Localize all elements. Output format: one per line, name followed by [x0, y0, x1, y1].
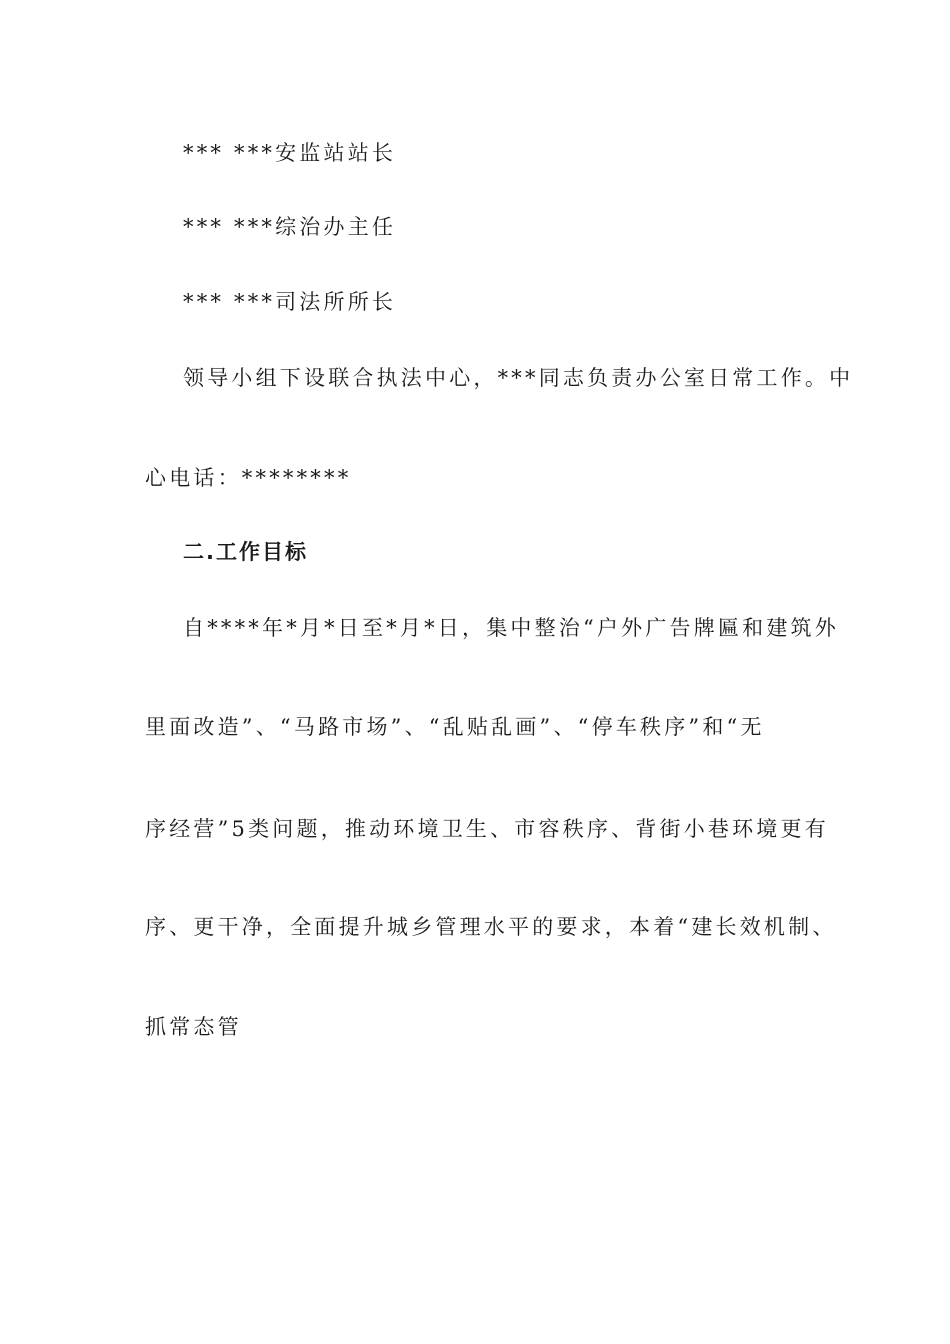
goal-paragraph-line-5: 抓常态管	[145, 1015, 242, 1039]
member-title: ***司法所所长	[234, 290, 397, 314]
goal-paragraph-line-3: 序经营”5类问题，推动环境卫生、市容秩序、背街小巷环境更有	[145, 817, 829, 841]
member-name: ***	[183, 290, 225, 314]
member-row	[183, 213, 396, 241]
goal-paragraph-line-1: 自****年*月*日至*月*日，集中整治“户外广告牌匾和建筑外	[183, 616, 839, 640]
member-title: ***综治办主任	[234, 215, 397, 239]
section-heading: 二.工作目标	[183, 540, 308, 564]
office-paragraph-line-1: 领导小组下设联合执法中心，***同志负责办公室日常工作。中	[183, 366, 854, 390]
member-row	[183, 139, 396, 167]
member-name: ***	[183, 141, 225, 165]
office-paragraph-line-2: 心电话：********	[145, 466, 352, 490]
member-title: ***安监站站长	[234, 141, 397, 165]
goal-paragraph-line-2: 里面改造”、“马路市场”、“乱贴乱画”、“停车秩序”和“无	[145, 715, 765, 739]
member-name: ***	[183, 215, 225, 239]
goal-paragraph-line-4: 序、更干净，全面提升城乡管理水平的要求，本着“建长效机制、	[145, 915, 837, 939]
member-row	[183, 288, 396, 316]
